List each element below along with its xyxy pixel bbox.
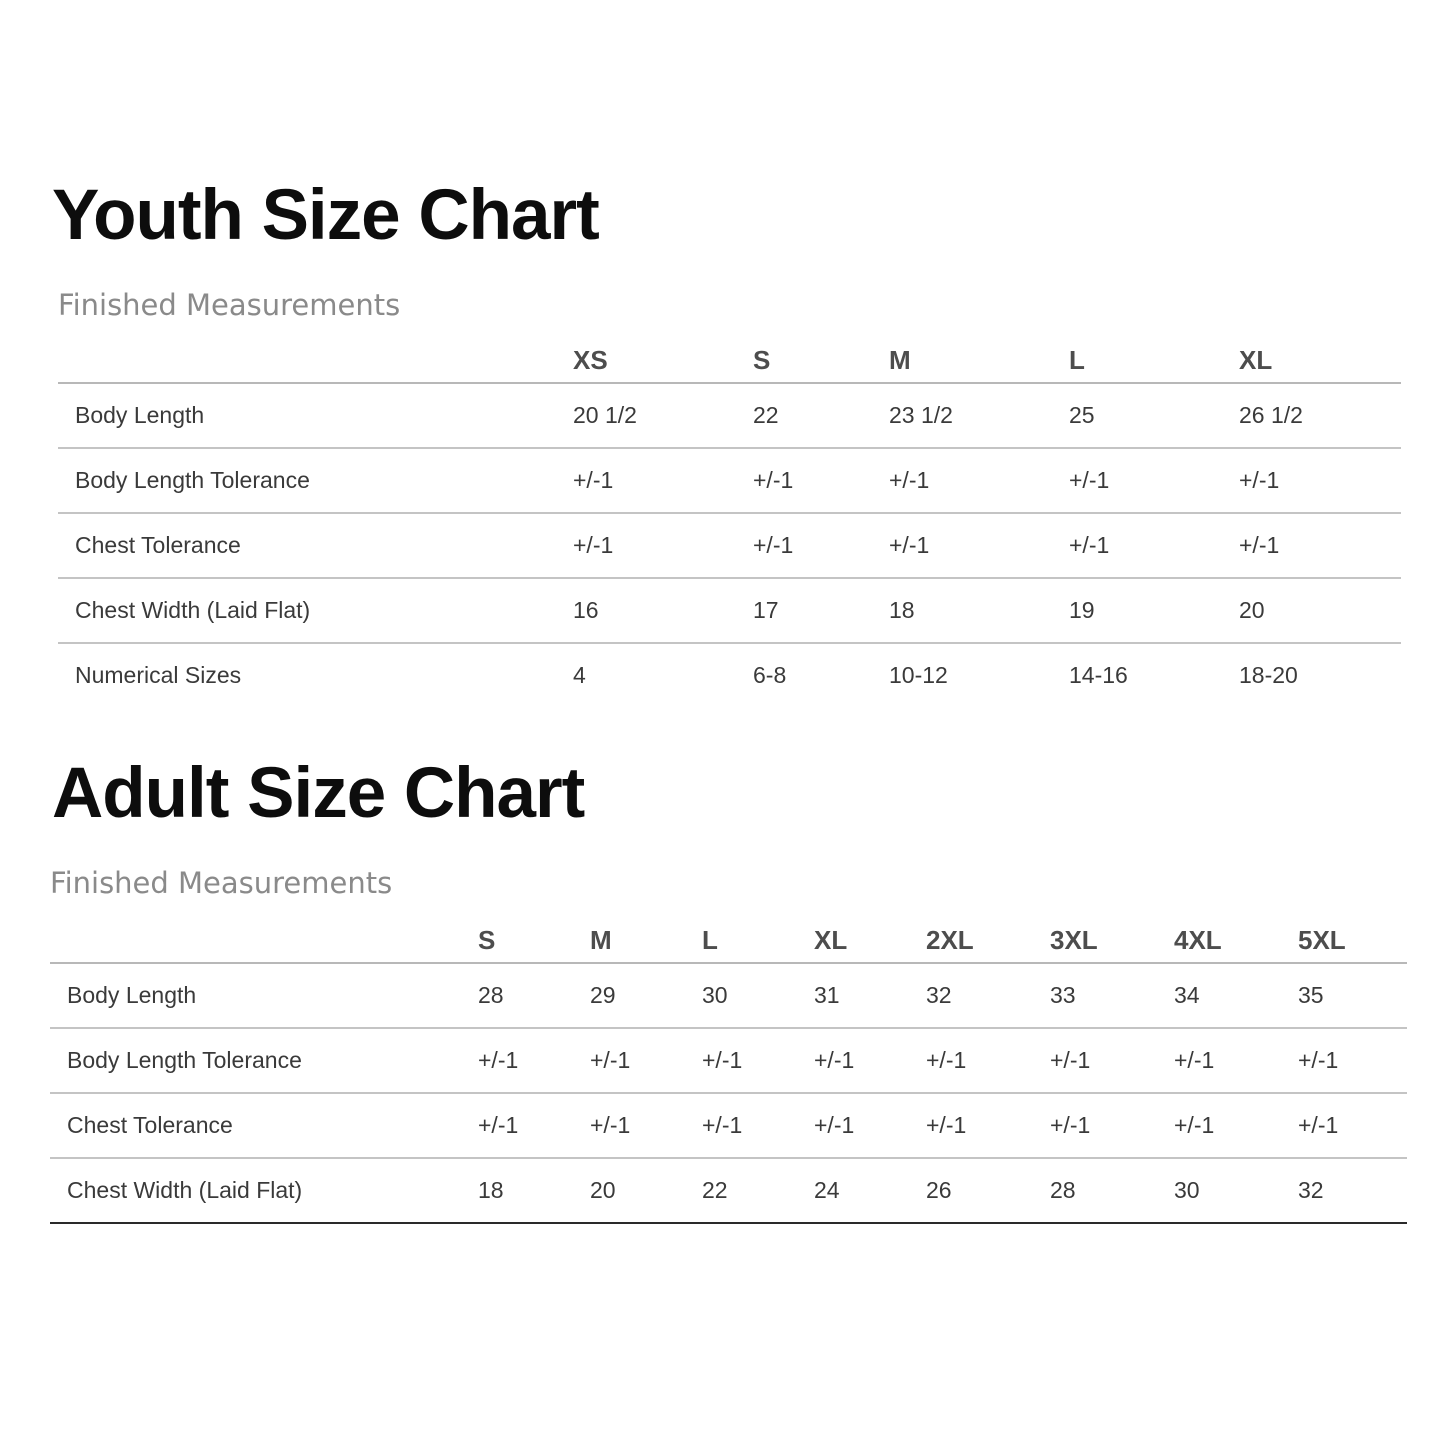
table-cell: 17: [753, 578, 889, 643]
table-cell: +/-1: [889, 513, 1069, 578]
table-cell: 10-12: [889, 662, 948, 688]
table-cell: +/-1: [1174, 1028, 1298, 1093]
table-cell: +/-1: [1298, 1093, 1407, 1158]
table-cell: +/-1: [1069, 513, 1239, 578]
table-cell: +/-1: [590, 1093, 702, 1158]
table-cell: +/-1: [478, 1028, 590, 1093]
table-cell: 14-16: [1069, 662, 1128, 688]
row-label: Body Length Tolerance: [58, 448, 573, 513]
table-cell: 26: [926, 1158, 1050, 1223]
table-cell: +/-1: [1174, 1093, 1298, 1158]
table-cell: 26 1/2: [1239, 383, 1401, 448]
table-cell: 32: [1298, 1158, 1407, 1223]
table-cell: 20 1/2: [573, 383, 753, 448]
table-row: [58, 578, 1401, 643]
header-label-cell: [58, 334, 573, 383]
size-header: XS: [573, 334, 753, 383]
table-row: [50, 1158, 1407, 1223]
youth-size-table: [58, 334, 1401, 707]
size-header: M: [590, 914, 702, 963]
size-header: M: [889, 334, 1069, 383]
table-cell: +/-1: [702, 1028, 814, 1093]
table-row: [58, 513, 1401, 578]
size-header: XL: [1239, 334, 1401, 383]
size-header: 5XL: [1298, 914, 1407, 963]
row-label: Chest Tolerance: [50, 1093, 478, 1158]
table-cell: 32: [926, 963, 1050, 1028]
table-cell: 18-20: [1239, 662, 1298, 688]
table-cell: +/-1: [1239, 448, 1401, 513]
table-header-row: [50, 914, 1407, 963]
size-header: L: [1069, 334, 1239, 383]
row-label: Body Length: [50, 963, 478, 1028]
table-cell: +/-1: [926, 1028, 1050, 1093]
size-header: S: [478, 914, 590, 963]
table-cell: 28: [1050, 1158, 1174, 1223]
table-cell: 35: [1298, 963, 1407, 1028]
table-cell: 23 1/2: [889, 383, 1069, 448]
table-cell: 20: [1239, 578, 1401, 643]
table-cell: +/-1: [814, 1028, 926, 1093]
table-cell: 16: [573, 578, 753, 643]
table-cell: 22: [702, 1158, 814, 1223]
table-cell: +/-1: [1050, 1028, 1174, 1093]
size-header: S: [753, 334, 889, 383]
table-cell: 18: [889, 578, 1069, 643]
table-cell: 18: [478, 1158, 590, 1223]
table-row: [58, 383, 1401, 448]
table-cell: 30: [702, 963, 814, 1028]
size-header: 2XL: [926, 914, 1050, 963]
table-cell: 20: [590, 1158, 702, 1223]
table-cell: 31: [814, 963, 926, 1028]
table-row: [58, 643, 1401, 707]
table-cell: 30: [1174, 1158, 1298, 1223]
table-cell: +/-1: [753, 448, 889, 513]
table-cell: +/-1: [590, 1028, 702, 1093]
table-cell: +/-1: [573, 448, 753, 513]
table-cell: +/-1: [1239, 513, 1401, 578]
table-cell: 33: [1050, 963, 1174, 1028]
table-row: [58, 448, 1401, 513]
table-row: [50, 963, 1407, 1028]
table-cell: +/-1: [478, 1093, 590, 1158]
table-cell: 25: [1069, 383, 1239, 448]
size-header: 4XL: [1174, 914, 1298, 963]
size-header: XL: [814, 914, 926, 963]
adult-size-table: [50, 914, 1407, 1224]
table-cell: 22: [753, 383, 889, 448]
row-label: Chest Tolerance: [58, 513, 573, 578]
adult-chart-title: Adult Size Chart: [52, 754, 585, 833]
table-cell: +/-1: [1298, 1028, 1407, 1093]
table-cell: 34: [1174, 963, 1298, 1028]
youth-chart-title: Youth Size Chart: [52, 176, 599, 255]
table-cell: 29: [590, 963, 702, 1028]
table-cell: +/-1: [1069, 448, 1239, 513]
table-cell: +/-1: [702, 1093, 814, 1158]
table-cell: +/-1: [889, 448, 1069, 513]
row-label: Chest Width (Laid Flat): [58, 578, 573, 643]
table-cell: +/-1: [926, 1093, 1050, 1158]
youth-chart-subtitle: Finished Measurements: [58, 288, 401, 322]
table-cell: +/-1: [814, 1093, 926, 1158]
table-cell: +/-1: [1050, 1093, 1174, 1158]
table-cell: +/-1: [753, 513, 889, 578]
table-cell: 24: [814, 1158, 926, 1223]
row-label: Body Length: [58, 383, 573, 448]
row-label: Numerical Sizes: [75, 662, 242, 688]
table-cell: 19: [1069, 578, 1239, 643]
size-header: 3XL: [1050, 914, 1174, 963]
table-cell: 28: [478, 963, 590, 1028]
adult-chart-subtitle: Finished Measurements: [50, 866, 393, 900]
size-header: L: [702, 914, 814, 963]
table-row: [50, 1028, 1407, 1093]
row-label: Body Length Tolerance: [50, 1028, 478, 1093]
row-label: Chest Width (Laid Flat): [50, 1158, 478, 1223]
header-label-cell: [50, 914, 478, 963]
table-header-row: [58, 334, 1401, 383]
table-row: [50, 1093, 1407, 1158]
table-cell: 4: [573, 662, 586, 688]
table-cell: +/-1: [573, 513, 753, 578]
table-cell: 6-8: [753, 662, 787, 688]
